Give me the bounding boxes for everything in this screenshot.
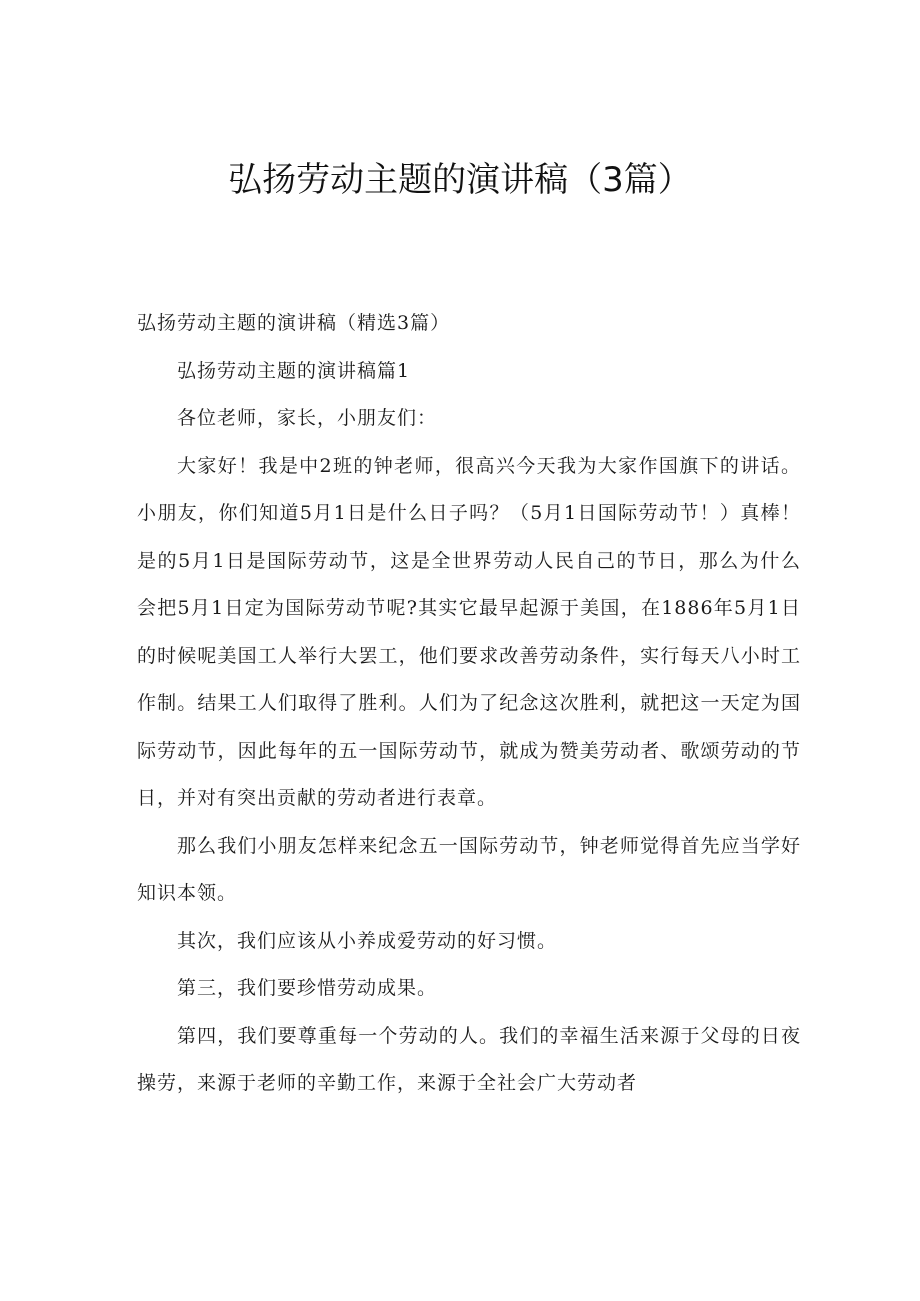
paragraph: 第三，我们要珍惜劳动成果。 bbox=[177, 977, 438, 999]
greeting-line: 各位老师，家长，小朋友们： bbox=[177, 407, 438, 429]
paragraph: 那么我们小朋友怎样来纪念五一国际劳动节，钟老师觉得首先应当学好知识本领。 bbox=[137, 834, 801, 904]
document-title: 弘扬劳动主题的演讲稿（3篇） bbox=[228, 160, 692, 200]
document-body bbox=[137, 300, 801, 1108]
document-subtitle: 弘扬劳动主题的演讲稿（精选3篇） bbox=[137, 312, 451, 334]
paragraph: 大家好！我是中2班的钟老师，很高兴今天我为大家作国旗下的讲话。小朋友，你们知道5月1日是什么日子吗？（5月1日国际劳动节！）真棒！是的5月1日是国际劳动节，这是全世界劳动人民自己的节日，那么为什么会把5月1日定为国际劳动节呢?其实它最早起源于美国，在1886年5月1日的时候呢美国工人举行大罢工，他们要求改善劳动条件，实行每天八小时工作制。结果工人们取得了胜利。人们为了纪念这次胜利，就把这一天定为国际劳动节，因此每年的五一国际劳动节，就成为赞美劳动者、歌颂劳动的节日，并对有突出贡献的劳动者进行表章。 bbox=[137, 454, 801, 809]
paragraph: 第四，我们要尊重每一个劳动的人。我们的幸福生活来源于父母的日夜操劳，来源于老师的辛勤工作，来源于全社会广大劳动者 bbox=[137, 1024, 801, 1094]
section-heading: 弘扬劳动主题的演讲稿篇1 bbox=[177, 359, 411, 382]
paragraph: 其次，我们应该从小养成爱劳动的好习惯。 bbox=[177, 929, 558, 952]
